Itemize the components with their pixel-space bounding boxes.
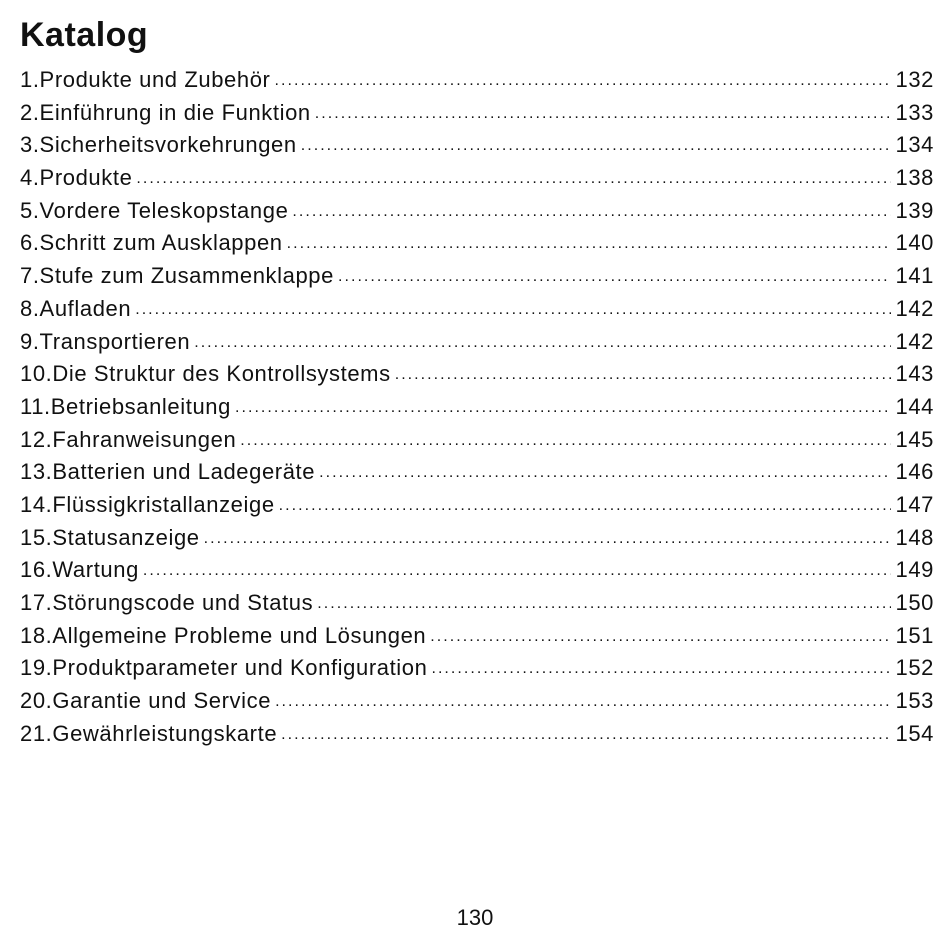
toc-entry	[20, 620, 934, 653]
toc-entry	[20, 162, 934, 195]
toc-entry-page: 144	[895, 393, 934, 419]
toc-entry	[20, 652, 934, 685]
toc-entry	[20, 587, 934, 620]
page-number: 130	[456, 905, 494, 930]
toc-entry	[20, 522, 934, 555]
toc-entry	[20, 456, 934, 489]
toc-entry	[20, 718, 934, 751]
toc-entry-label: 2.Einführung in die Funktion	[20, 99, 311, 125]
toc-entry-label: 19.Produktparameter und Konfiguration	[20, 655, 428, 681]
toc-dot-leader	[275, 683, 891, 719]
toc-dot-leader	[235, 389, 892, 425]
toc-dot-leader	[204, 520, 892, 556]
toc-entry-page: 141	[895, 263, 934, 289]
toc-entry-page: 138	[895, 165, 934, 191]
toc-dot-leader	[281, 716, 891, 752]
toc-entry-page: 142	[895, 328, 934, 354]
toc-entry-label: 7.Stufe zum Zusammenklappe	[20, 263, 334, 289]
toc-entry-label: 16.Wartung	[20, 557, 139, 583]
toc-entry	[20, 97, 934, 130]
toc-dot-leader	[135, 291, 891, 327]
toc-entry-label: 18.Allgemeine Probleme und Lösungen	[20, 622, 427, 648]
toc-entry-page: 147	[895, 491, 934, 517]
toc-entry-page: 153	[895, 688, 934, 714]
toc-entry-page: 148	[895, 524, 934, 550]
toc-entry-page: 142	[895, 295, 934, 321]
toc-entry-page: 134	[895, 132, 934, 158]
toc-entry-label: 6.Schritt zum Ausklappen	[20, 230, 283, 256]
toc-dot-leader	[319, 454, 891, 490]
toc-entry	[20, 129, 934, 162]
toc-entry	[20, 195, 934, 228]
toc-entry	[20, 554, 934, 587]
toc-dot-leader	[301, 127, 892, 163]
toc-dot-leader	[315, 95, 892, 131]
toc-dot-leader	[136, 160, 891, 196]
toc-entry	[20, 293, 934, 326]
toc-entry-page: 133	[895, 99, 934, 125]
toc-entry-label: 9.Transportieren	[20, 328, 191, 354]
toc-dot-leader	[395, 356, 892, 392]
toc-dot-leader	[240, 422, 891, 458]
toc-entry-page: 139	[895, 197, 934, 223]
toc-entry-label: 8.Aufladen	[20, 295, 132, 321]
toc-dot-leader	[143, 552, 892, 588]
toc-entry-label: 10.Die Struktur des Kontrollsystems	[20, 361, 391, 387]
toc-entry-label: 11.Betriebsanleitung	[20, 393, 231, 419]
toc-entry	[20, 227, 934, 260]
toc-entry-page: 132	[895, 67, 934, 92]
toc-dot-leader	[194, 324, 891, 360]
toc-entry	[20, 358, 934, 391]
toc-dot-leader	[430, 618, 891, 654]
toc-dot-leader	[317, 585, 891, 621]
toc-entry-label: 17.Störungscode und Status	[20, 590, 314, 615]
toc-entry-page: 149	[895, 557, 934, 583]
toc-dot-leader	[274, 62, 891, 98]
toc-entry-label: 20.Garantie und Service	[20, 688, 272, 714]
toc-entry	[20, 391, 934, 424]
toc-entry-label: 15.Statusanzeige	[20, 524, 200, 550]
toc-entry-page: 150	[895, 590, 934, 615]
toc-entry-label: 12.Fahranweisungen	[20, 426, 237, 452]
toc-entry	[20, 424, 934, 457]
toc-entry-label: 14.Flüssigkristallanzeige	[20, 491, 275, 517]
toc-dot-leader	[287, 225, 892, 261]
toc-entry	[20, 260, 934, 293]
toc-dot-leader	[338, 258, 892, 294]
table-of-contents	[20, 64, 934, 750]
toc-entry-page: 146	[895, 459, 934, 485]
toc-entry-page: 152	[895, 655, 934, 681]
toc-entry-page: 154	[895, 720, 934, 746]
toc-entry-page: 143	[895, 361, 934, 387]
toc-entry-label: 21.Gewährleistungskarte	[20, 720, 278, 746]
toc-dot-leader	[279, 487, 892, 523]
toc-entry-label: 5.Vordere Teleskopstange	[20, 197, 289, 223]
toc-entry-page: 151	[895, 622, 934, 648]
toc-entry	[20, 64, 934, 97]
toc-entry	[20, 685, 934, 718]
toc-entry	[20, 326, 934, 359]
toc-entry-label: 13.Batterien und Ladegeräte	[20, 459, 316, 485]
toc-dot-leader	[292, 193, 891, 229]
toc-entry	[20, 489, 934, 522]
toc-entry-label: 3.Sicherheitsvorkehrungen	[20, 132, 297, 158]
toc-entry-page: 145	[895, 426, 934, 452]
page-title: Katalog	[20, 16, 149, 54]
toc-entry-page: 140	[895, 230, 934, 256]
toc-dot-leader	[431, 650, 891, 686]
toc-entry-label: 1.Produkte und Zubehör	[20, 67, 271, 92]
toc-entry-label: 4.Produkte	[20, 165, 133, 191]
